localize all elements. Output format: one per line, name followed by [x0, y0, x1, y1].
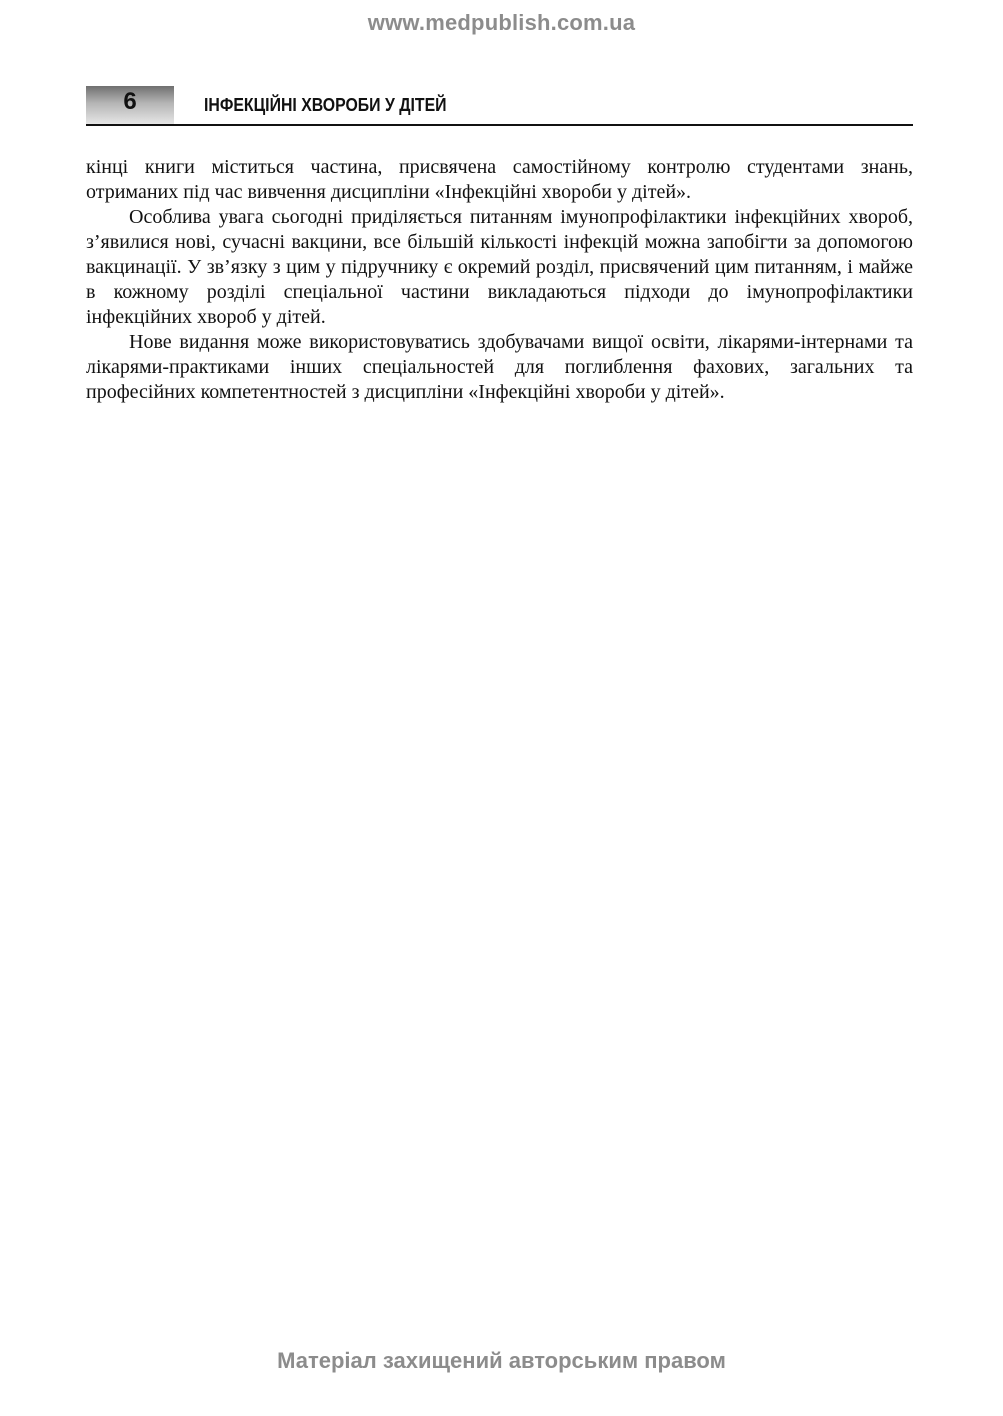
paragraph-continuation: кінці книги міститься частина, присвячена самостійному контролю студентами знань, отриманих під час вивчення дисципліни «Інфекційні хвороби у дітей».: [86, 156, 913, 203]
body-text: [86, 155, 913, 405]
running-title: ІНФЕКЦІЙНІ ХВОРОБИ У ДІТЕЙ: [204, 95, 447, 115]
page-header: [86, 86, 913, 126]
paragraph: Особлива увага сьогодні приділяється питанням імунопрофілактики інфекційних хвороб, з’явилися нові, сучасні вакцини, все більшій кількості інфекцій можна запобігти за допомогою вакцинації. У зв’язку з цим у підручнику є окремий розділ, присвячений цим питанням, і майже в кожному розділі спеціальної частини викладаються підходи до імунопрофілактики інфекційних хвороб у дітей.: [86, 206, 913, 328]
watermark-top: www.medpublish.com.ua: [367, 10, 636, 35]
page-number: 6: [123, 88, 137, 115]
page-number-box: [86, 86, 174, 124]
watermark-bottom: Матеріал захищений авторським правом: [277, 1348, 726, 1373]
paragraph: Нове видання може використовуватись здобувачами вищої освіти, лікарями-інтернами та лікарями-практиками інших спеціальностей для поглиблення фахових, загальних та професійних компетентностей з дисципліни «Інфекційні хвороби у дітей».: [86, 331, 913, 403]
